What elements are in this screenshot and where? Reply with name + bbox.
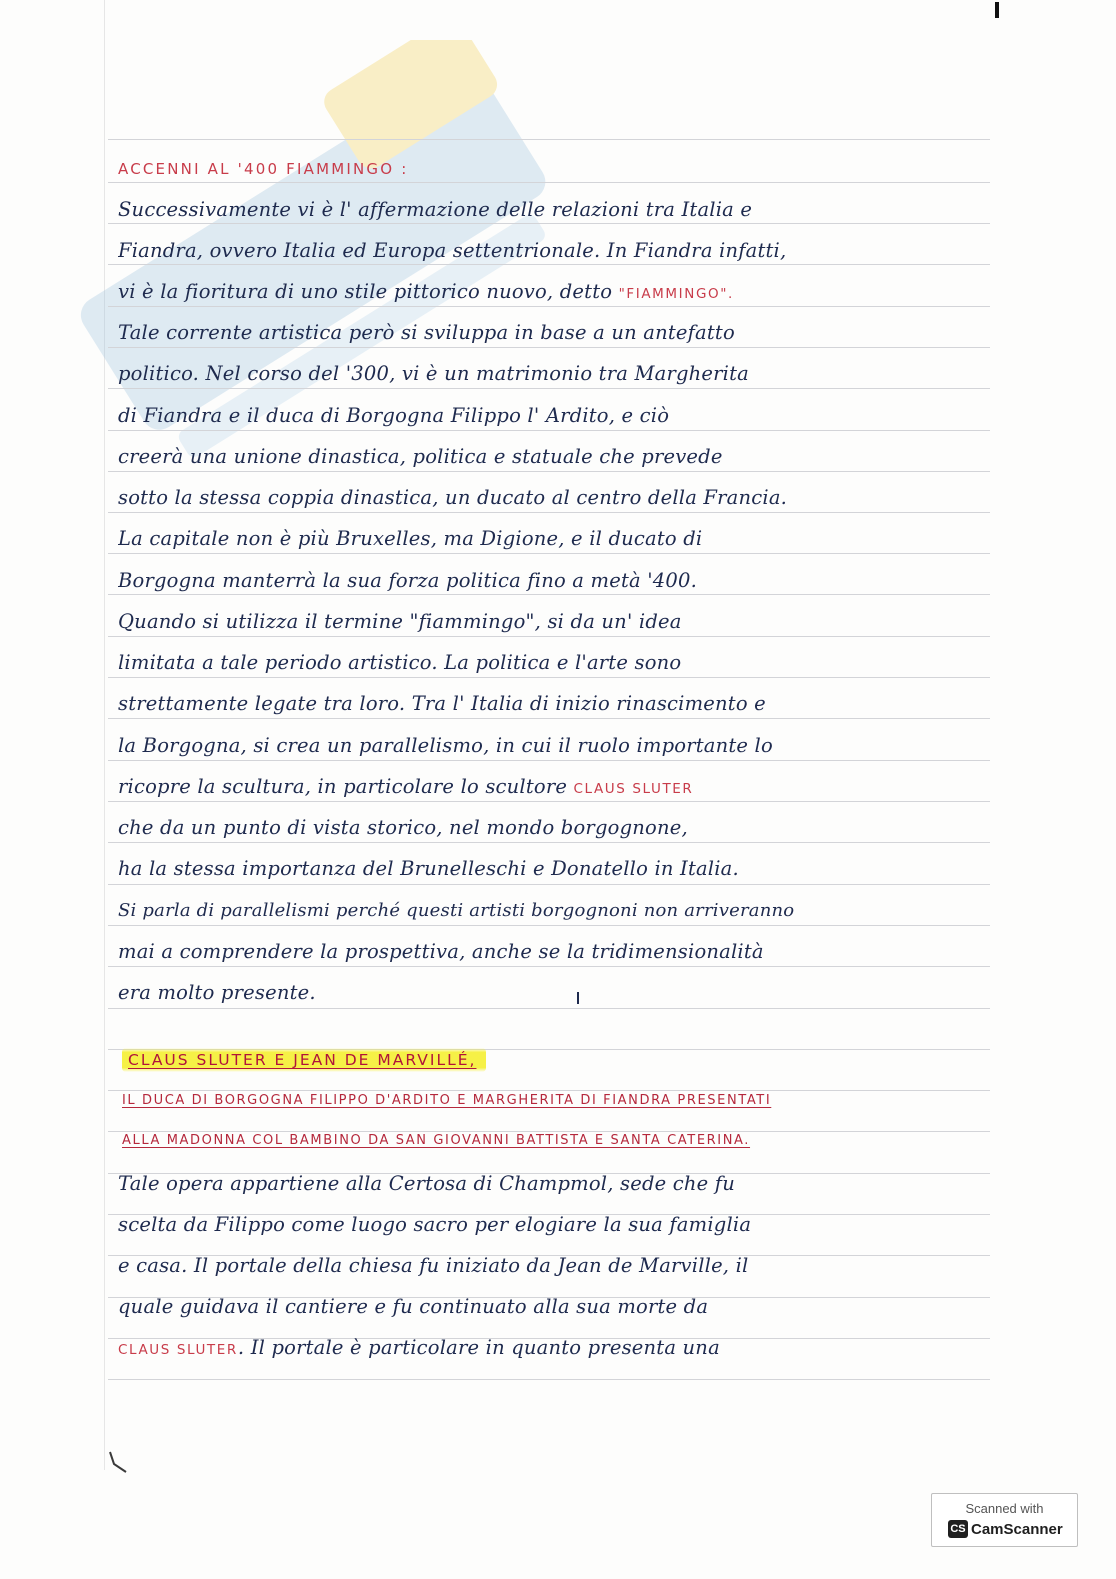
text-line: creerà una unione dinastica, politica e statuale che prevede bbox=[118, 445, 723, 468]
text-line: quale guidava il cantiere e fu continuato alla sua morte da bbox=[118, 1295, 709, 1318]
artwork-title-line-2: ALLA MADONNA COL BAMBINO DA SAN GIOVANNI BATTISTA E SANTA CATERINA. bbox=[122, 1133, 751, 1148]
ruled-line bbox=[108, 677, 990, 678]
ruled-line bbox=[108, 594, 990, 595]
stray-pen-mark bbox=[577, 992, 579, 1004]
text-line: strettamente legate tra loro. Tra l' Italia di inizio rinascimento e bbox=[118, 692, 766, 715]
text-line: ha la stessa importanza del Brunelleschi e Donatello in Italia. bbox=[118, 857, 739, 880]
badge-brand-row bbox=[948, 1520, 1063, 1538]
ruled-line bbox=[108, 718, 990, 719]
camscanner-icon: CS bbox=[948, 1520, 968, 1538]
name-claus-sluter: CLAUS SLUTER bbox=[573, 781, 694, 797]
ruled-line bbox=[108, 306, 990, 307]
ruled-line bbox=[108, 553, 990, 554]
ruled-line bbox=[108, 347, 990, 348]
text-segment: vi è la fioritura di uno stile pittorico nuovo, detto bbox=[118, 280, 613, 303]
corner-pen-mark bbox=[108, 1450, 130, 1474]
section-heading-sluter-marville: CLAUS SLUTER E JEAN DE MARVILLÉ, bbox=[122, 1048, 486, 1072]
text-line: Borgogna manterrà la sua forza politica fino a metà '400. bbox=[118, 569, 697, 592]
ruled-line bbox=[108, 1379, 990, 1380]
text-line: che da un punto di vista storico, nel mondo borgognone, bbox=[118, 816, 688, 839]
name-claus-sluter: CLAUS SLUTER bbox=[118, 1342, 238, 1358]
text-line bbox=[118, 280, 988, 306]
ruled-line bbox=[108, 223, 990, 224]
term-fiammingo: "FIAMMINGO". bbox=[618, 286, 734, 302]
ruled-line bbox=[108, 925, 990, 926]
text-segment: Il portale è particolare in quanto presenta una bbox=[250, 1336, 720, 1359]
text-line: era molto presente. bbox=[118, 981, 316, 1004]
text-line: CLAUS SLUTER. Il portale è particolare in quanto presenta una bbox=[118, 1336, 720, 1359]
ruled-line bbox=[108, 388, 990, 389]
text-line: politico. Nel corso del '300, vi è un matrimonio tra Margherita bbox=[118, 362, 749, 385]
ruled-line bbox=[108, 139, 990, 140]
text-line: mai a comprendere la prospettiva, anche se la tridimensionalità bbox=[118, 940, 764, 963]
text-line bbox=[118, 775, 988, 801]
text-line: Tale corrente artistica però si sviluppa in base a un antefatto bbox=[118, 321, 735, 344]
text-line: Quando si utilizza il termine "fiammingo", si da un' idea bbox=[118, 610, 682, 633]
text-line: La capitale non è più Bruxelles, ma Digione, e il ducato di bbox=[118, 527, 703, 550]
section-heading-fiammingo: ACCENNI AL '400 FIAMMINGO : bbox=[118, 160, 409, 178]
camscanner-badge bbox=[931, 1493, 1078, 1547]
text-line: e casa. Il portale della chiesa fu iniziato da Jean de Marville, il bbox=[118, 1254, 749, 1277]
text-line: limitata a tale periodo artistico. La politica e l'arte sono bbox=[118, 651, 682, 674]
ruled-line bbox=[108, 430, 990, 431]
ruled-line bbox=[108, 264, 990, 265]
paper-edge bbox=[104, 0, 105, 1470]
ruled-line bbox=[108, 1131, 990, 1132]
text-line: la Borgogna, si crea un parallelismo, in cui il ruolo importante lo bbox=[118, 734, 773, 757]
ruled-line bbox=[108, 884, 990, 885]
text-line: Si parla di parallelismi perché questi artisti borgognoni non arriveranno bbox=[118, 900, 795, 921]
ruled-line bbox=[108, 760, 990, 761]
text-segment: ricopre la scultura, in particolare lo scultore bbox=[118, 775, 568, 798]
text-line: Successivamente vi è l' affermazione delle relazioni tra Italia e bbox=[118, 198, 753, 221]
ruled-line bbox=[108, 471, 990, 472]
ruled-line bbox=[108, 182, 990, 183]
ruled-line bbox=[108, 842, 990, 843]
text-line: sotto la stessa coppia dinastica, un ducato al centro della Francia. bbox=[118, 486, 788, 509]
ruled-line bbox=[108, 1090, 990, 1091]
badge-brand: CamScanner bbox=[971, 1520, 1063, 1538]
text-line: di Fiandra e il duca di Borgogna Filippo l' Ardito, e ciò bbox=[118, 404, 670, 427]
ruled-line bbox=[108, 512, 990, 513]
ruled-line bbox=[108, 801, 990, 802]
ruled-line bbox=[108, 636, 990, 637]
text-line: scelta da Filippo come luogo sacro per elogiare la sua famiglia bbox=[118, 1213, 752, 1236]
badge-caption: Scanned with bbox=[965, 1501, 1044, 1516]
artwork-title-line-1: IL DUCA DI BORGOGNA FILIPPO D'ARDITO E MARGHERITA DI FIANDRA PRESENTATI bbox=[122, 1093, 772, 1108]
ruled-line bbox=[108, 966, 990, 967]
ruled-line bbox=[108, 1008, 990, 1009]
text-line: Fiandra, ovvero Italia ed Europa settentrionale. In Fiandra infatti, bbox=[118, 239, 787, 262]
text-line: Tale opera appartiene alla Certosa di Champmol, sede che fu bbox=[118, 1172, 735, 1195]
edge-mark bbox=[995, 2, 999, 18]
